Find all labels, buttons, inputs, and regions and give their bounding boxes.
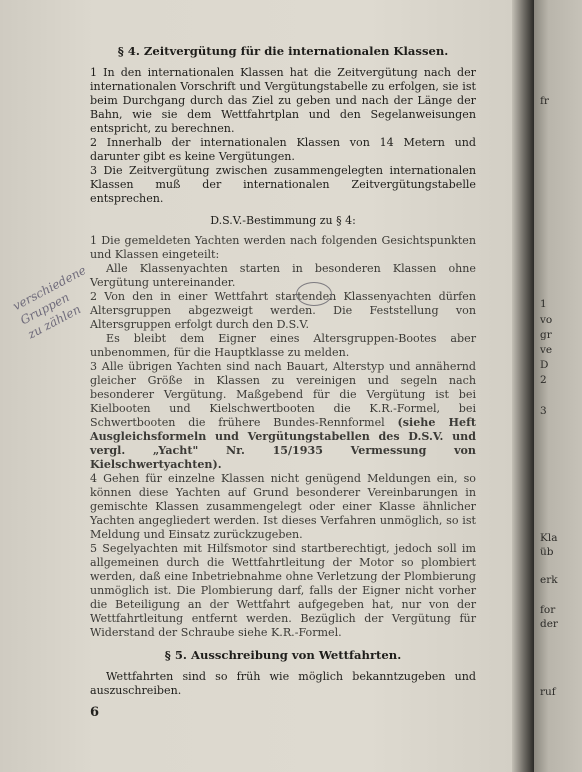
s5-paragraph: Wettfahrten sind so früh wie möglich bekanntzugeben und auszuschreiben. [90, 670, 476, 697]
page-number: 6 [90, 705, 100, 720]
dsv-paragraph-3-reference: (siehe Heft Ausgleichsformeln und Vergütungstabellen des D.S.V. und vergl. „Yacht" Nr. 15/1935 Vermessung von Kielschwertyachten). [90, 416, 476, 471]
section-5-heading: § 5. Ausschreibung von Wettfahrten. [164, 648, 402, 662]
right-page-fragment: 2 [540, 374, 547, 386]
dsv-paragraph-1b: Alle Klassenyachten starten in besonderen Klassen ohne Vergütung untereinander. [90, 262, 476, 289]
dsv-paragraph-3-text: 3 Alle übrigen Yachten sind nach Bauart, Alterstyp und annähernd gleicher Größe in Klassen zu vereinigen und segeln nach besonderer Vergütung. Maßgebend für die Vergütung ist bei Kielbooten und Kielschwertbooten die K.R.-Formel, bei Schwertbooten die frühere Bundes-Rennformel [90, 360, 476, 429]
section-4-heading: § 4. Zeitvergütung für die internationalen Klassen. [117, 44, 449, 58]
right-page-fragment: Kla [540, 532, 558, 544]
right-page-fragment: ruf [540, 686, 556, 698]
right-page-fragment: der [540, 618, 558, 630]
dsv-paragraph-2b: Es bleibt dem Eigner eines Altersgruppen-Bootes aber unbenommen, für die Hauptklasse zu melden. [90, 332, 476, 359]
pencil-circle-mark [296, 282, 332, 306]
dsv-paragraph-2: 2 Von den in einer Wettfahrt startenden Klassenyachten dürfen Altersgruppen abgezweigt werden. Die Feststellung von Altersgruppen erfolgt durch den D.S.V. [90, 290, 476, 331]
dsv-paragraph-4: 4 Gehen für einzelne Klassen nicht genügend Meldungen ein, so können diese Yachten auf Grund besonderer Vereinbarungen in gemischte Klassen zusammengelegt oder einer Klasse ähnlicher Yachten angegliedert werden. Ist dieses Verfahren unmöglich, so ist Meldung und Einsatz zurückzugeben. [90, 472, 476, 541]
right-page-fragment: D [540, 359, 549, 371]
right-page-fragment: erk [540, 574, 558, 586]
right-page-fragment: fr [540, 95, 549, 107]
dsv-paragraph-1: 1 Die gemeldeten Yachten werden nach folgenden Gesichtspunkten und Klassen eingeteilt: [90, 234, 476, 261]
right-page-fragment: for [540, 604, 556, 616]
document-body [90, 44, 476, 698]
dsv-heading: D.S.V.-Bestimmung zu § 4: [210, 214, 356, 227]
s4-paragraph-1: 1 In den internationalen Klassen hat die Zeitvergütung nach der internationalen Vorschrift und Vergütungstabelle zu erfolgen, sie ist beim Durchgang durch das Ziel zu geben und nach der Länge der Bahn, wie sie dem Wettfahrtplan und den Segelanweisungen entspricht, zu berechnen. [90, 66, 476, 135]
right-page-edge [534, 0, 582, 772]
right-page-fragment: ve [540, 344, 553, 356]
right-page-fragment: üb [540, 546, 554, 558]
dsv-paragraph-5: 5 Segelyachten mit Hilfsmotor sind startberechtigt, jedoch soll im allgemeinen durch die Wettfahrtleitung der Motor so plombiert werden, daß eine Inbetriebnahme ohne Verletzung der Plombierung unmöglich ist. Die Plombierung darf, falls der Eigner nicht vorher die Beteiligung an der Wettfahrt aufgegeben hat, nur von der Wettfahrtleitung entfernt werden. Bezüglich der Vergütung für Widerstand der Schraube siehe K.R.-Formel. [90, 542, 476, 639]
s4-paragraph-2: 2 Innerhalb der internationalen Klassen von 14 Metern und darunter gibt es keine Vergütungen. [90, 136, 476, 163]
s4-paragraph-3: 3 Die Zeitvergütung zwischen zusammengelegten internationalen Klassen muß der internationalen Zeitvergütungstabelle entsprechen. [90, 164, 476, 205]
book-gutter [512, 0, 534, 772]
handwritten-margin-note: verschiedene Gruppen zu zählen [10, 262, 89, 342]
right-page-fragment: vo [540, 314, 553, 326]
right-page-fragment: 1 [540, 298, 547, 310]
right-page-fragment: 3 [540, 405, 547, 417]
dsv-paragraph-3 [90, 360, 476, 472]
right-page-fragment: gr [540, 329, 552, 341]
